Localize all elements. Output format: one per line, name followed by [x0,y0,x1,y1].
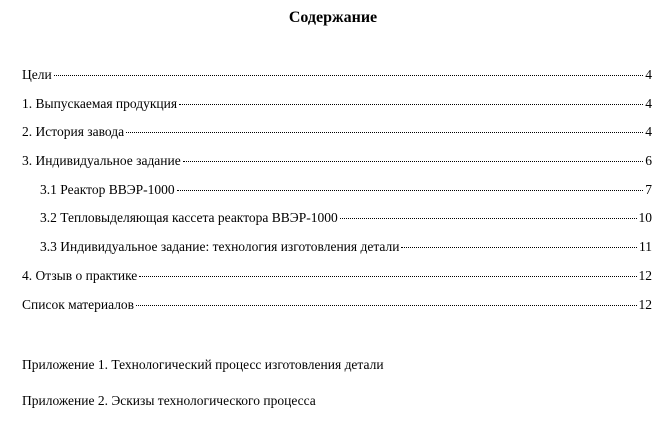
toc-entry-page: 12 [638,296,652,312]
toc-entry-page: 4 [645,124,652,140]
toc-entry-label: Список материалов [22,296,135,312]
toc-entry [22,296,652,325]
toc-subentry [22,181,652,210]
toc-leader-dots [340,218,637,219]
toc-entry-label: 3.1 Реактор ВВЭР-1000 [40,181,175,197]
toc-entry-page: 10 [638,210,652,226]
toc-entry-label: 4. Отзыв о практике [22,267,138,283]
toc-entry [22,66,652,95]
toc-subentry [22,238,652,267]
toc-entry-page: 11 [639,239,652,255]
toc-entry-label: Цели [22,67,52,82]
toc-entry [22,267,652,296]
toc-entry-page: 4 [645,67,652,82]
toc-leader-dots [126,132,643,133]
appendix-item: Приложение 1. Технологический процесс изготовления детали [22,357,384,372]
toc-entry-label: 2. История завода [22,124,125,140]
toc-entry-label: 1. Выпускаемая продукция [22,95,178,111]
toc-entry-page: 6 [645,153,652,169]
toc-entry-page: 4 [645,95,652,111]
toc-entry [22,95,652,124]
toc-leader-dots [136,305,636,306]
toc-leader-dots [139,276,636,277]
toc-entry-page: 12 [638,267,652,283]
appendix-item: Приложение 2. Эскизы технологического процесса [22,393,316,408]
toc-leader-dots [183,161,644,162]
toc-entry [22,152,652,181]
page-title: Содержание [288,9,378,26]
table-of-contents [22,66,652,324]
toc-leader-dots [54,75,644,76]
toc-entry-page: 7 [645,181,652,197]
toc-entry [22,123,652,152]
toc-leader-dots [179,104,643,105]
toc-entry-label: 3. Индивидуальное задание [22,153,181,169]
toc-leader-dots [177,190,644,191]
toc-entry-label: 3.3 Индивидуальное задание: технология изготовления детали [40,239,400,255]
toc-leader-dots [401,247,637,248]
toc-entry-label: 3.2 Тепловыделяющая кассета реактора ВВЭР-1000 [40,210,338,226]
toc-subentry [22,209,652,238]
